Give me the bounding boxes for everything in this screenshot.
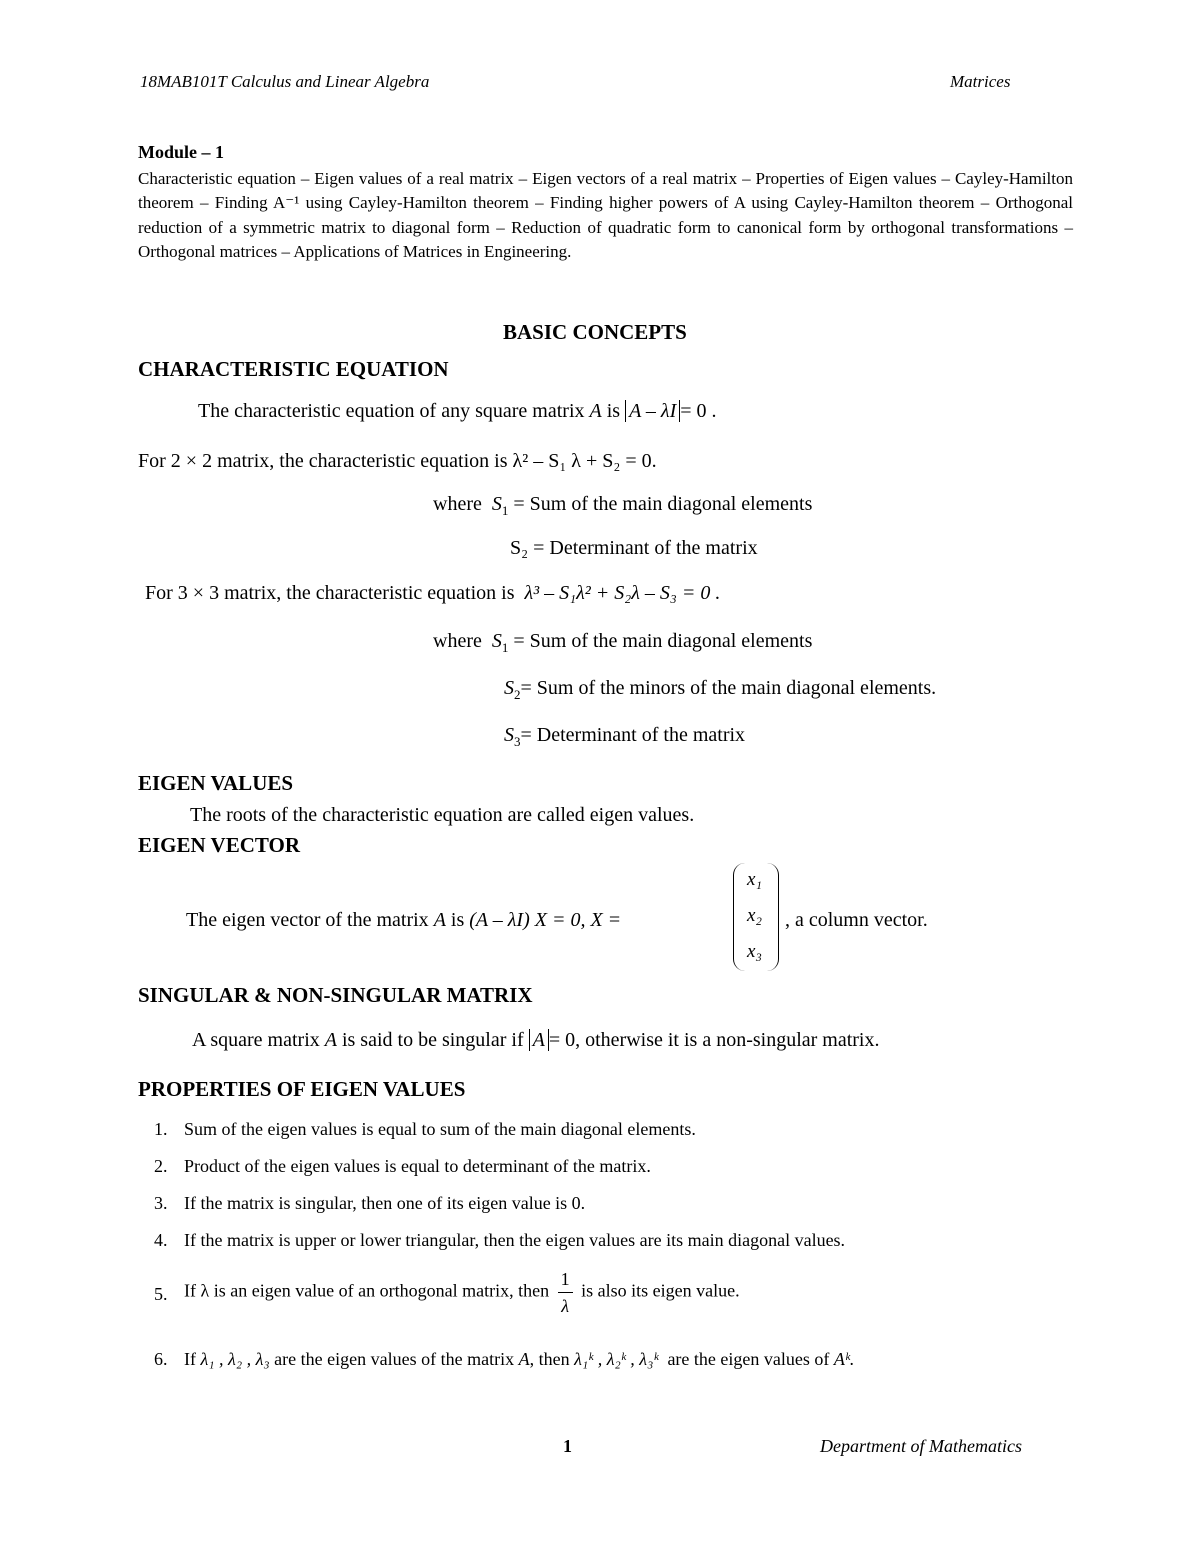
prop-6-then: , then bbox=[529, 1349, 570, 1369]
prop-6-text bbox=[184, 1349, 854, 1370]
singular-definition bbox=[192, 1029, 880, 1052]
s2-sub: 2 bbox=[514, 687, 521, 702]
prop-5-num: 5. bbox=[154, 1284, 168, 1304]
basic-concepts-heading: BASIC CONCEPTS bbox=[503, 320, 687, 344]
char-2x2-s2-line: S₂ = Determinant of the matrix bbox=[510, 537, 758, 559]
prop-6-lambdas: λ₁ , λ₂ , λ₃ bbox=[200, 1349, 270, 1369]
column-vector bbox=[733, 863, 779, 973]
ev-is: is bbox=[450, 909, 465, 931]
eigen-vector-definition bbox=[186, 909, 621, 932]
module-syllabus: Characteristic equation – Eigen values of a real matrix – Eigen vectors of a real matrix – Properties of Eigen values – Cayley-Hamilton theorem – Finding A⁻¹ using Cayley-Hamilton theorem – Finding higher powers of A using Cayley-Hamilton theorem – Orthogonal reduction of a symmetric matrix to diagonal form – Reduction of quadratic form to canonical form by orthogonal transformations – Orthogonal matrices – Applications of Matrices in Engineering. bbox=[138, 169, 1073, 262]
characteristic-heading: CHARACTERISTIC EQUATION bbox=[138, 357, 449, 381]
page-number: 1 bbox=[563, 1436, 572, 1456]
char-matrix-symbol: A bbox=[589, 400, 602, 422]
s2-symbol: S bbox=[504, 677, 514, 699]
char-is: is bbox=[606, 400, 621, 422]
left-paren bbox=[733, 863, 746, 971]
sing-suffix: = 0, otherwise it is a non-singular matrix. bbox=[548, 1029, 880, 1051]
prop-6-powers: λ₁ᵏ , λ₂ᵏ , λ₃ᵏ bbox=[574, 1349, 659, 1369]
s1-symbol-2: S bbox=[491, 630, 502, 652]
char-3x3-s1-line bbox=[433, 630, 812, 653]
s1-symbol: S bbox=[491, 493, 502, 515]
char-where-2: where bbox=[433, 630, 482, 652]
prop-4-num: 4. bbox=[154, 1230, 168, 1250]
ev-symbol: A bbox=[433, 909, 446, 931]
footer-department: Department of Mathematics bbox=[820, 1436, 1022, 1456]
prop-5-after: is also its eigen value. bbox=[581, 1280, 740, 1301]
ev-equation: (A – λI) X = 0, bbox=[469, 909, 586, 931]
s3-symbol: S bbox=[504, 724, 514, 746]
char-3x3-equation: λ³ – S₁λ² + S₂λ – S₃ = 0 . bbox=[524, 582, 721, 604]
singular-heading: SINGULAR & NON-SINGULAR MATRIX bbox=[138, 983, 533, 1007]
sing-middle: is said to be singular if bbox=[341, 1029, 524, 1051]
header-course: 18MAB101T Calculus and Linear Algebra bbox=[140, 72, 430, 91]
eigen-values-heading: EIGEN VALUES bbox=[138, 771, 294, 795]
char-intro: The characteristic equation of any square matrix bbox=[198, 400, 585, 422]
s2-definition: = Sum of the minors of the main diagonal elements. bbox=[520, 677, 937, 699]
s1-sub: 1 bbox=[501, 503, 509, 518]
prop-6-mid: are the eigen values of the matrix bbox=[274, 1349, 515, 1369]
char-determinant-expr: A – λI bbox=[625, 400, 680, 422]
prop-6-num: 6. bbox=[154, 1349, 168, 1369]
prop-1-num: 1. bbox=[154, 1119, 168, 1139]
prop-3-num: 3. bbox=[154, 1193, 168, 1213]
prop-5-before: If λ is an eigen value of an orthogonal matrix, then bbox=[184, 1280, 550, 1301]
prop-6-before: If bbox=[184, 1349, 196, 1369]
prop-5-fraction bbox=[558, 1266, 573, 1319]
prop-1-text: Sum of the eigen values is equal to sum of the main diagonal elements. bbox=[184, 1119, 696, 1139]
module-title: Module – 1 bbox=[138, 142, 225, 162]
s3-sub: 3 bbox=[514, 734, 521, 749]
char-where-1: where bbox=[433, 493, 482, 515]
eigen-values-text: The roots of the characteristic equation are called eigen values. bbox=[190, 804, 695, 826]
char-3x3-s2-line bbox=[504, 677, 936, 700]
char-3x3 bbox=[145, 582, 720, 605]
right-paren bbox=[766, 863, 779, 971]
prop-6-matrix: A bbox=[518, 1349, 530, 1369]
frac-numerator: 1 bbox=[558, 1266, 573, 1293]
prop-2-text: Product of the eigen values is equal to determinant of the matrix. bbox=[184, 1156, 651, 1176]
frac-denominator: λ bbox=[561, 1296, 570, 1316]
vector-entry-3: x₃ bbox=[747, 941, 763, 962]
vector-entry-1: x₁ bbox=[747, 869, 763, 890]
s3-definition: = Determinant of the matrix bbox=[520, 724, 746, 746]
ev-x-equals: X = bbox=[590, 909, 622, 931]
sing-determinant: A bbox=[529, 1029, 549, 1051]
prop-5-text bbox=[184, 1266, 740, 1319]
vector-entry-2: x₂ bbox=[747, 905, 763, 926]
s1-sub-2: 1 bbox=[501, 640, 509, 655]
ev-suffix: , a column vector. bbox=[785, 909, 928, 931]
char-equals-zero: = 0 . bbox=[680, 400, 717, 422]
prop-2-num: 2. bbox=[154, 1156, 168, 1176]
header-topic: Matrices bbox=[950, 72, 1011, 91]
properties-heading: PROPERTIES OF EIGEN VALUES bbox=[138, 1077, 466, 1101]
s1-definition-2: = Sum of the main diagonal elements bbox=[513, 630, 813, 652]
sing-symbol: A bbox=[324, 1029, 337, 1051]
prop-4-text: If the matrix is upper or lower triangular, then the eigen values are its main diagonal values. bbox=[184, 1230, 846, 1250]
ev-prefix: The eigen vector of the matrix bbox=[186, 909, 429, 931]
char-2x2-s1-line bbox=[433, 493, 812, 516]
prop-6-after: are the eigen values of bbox=[667, 1349, 830, 1369]
sing-prefix: A square matrix bbox=[192, 1029, 320, 1051]
char-2x2: For 2 × 2 matrix, the characteristic equation is λ² – S₁ λ + S₂ = 0. bbox=[138, 450, 657, 472]
prop-3-text: If the matrix is singular, then one of its eigen value is 0. bbox=[184, 1193, 586, 1213]
characteristic-definition bbox=[198, 400, 717, 423]
prop-6-a-power: Aᵏ. bbox=[833, 1349, 855, 1369]
char-3x3-prefix: For 3 × 3 matrix, the characteristic equation is bbox=[145, 582, 515, 604]
s1-definition: = Sum of the main diagonal elements bbox=[513, 493, 813, 515]
char-3x3-s3-line bbox=[504, 724, 745, 747]
eigen-vector-heading: EIGEN VECTOR bbox=[138, 833, 301, 857]
